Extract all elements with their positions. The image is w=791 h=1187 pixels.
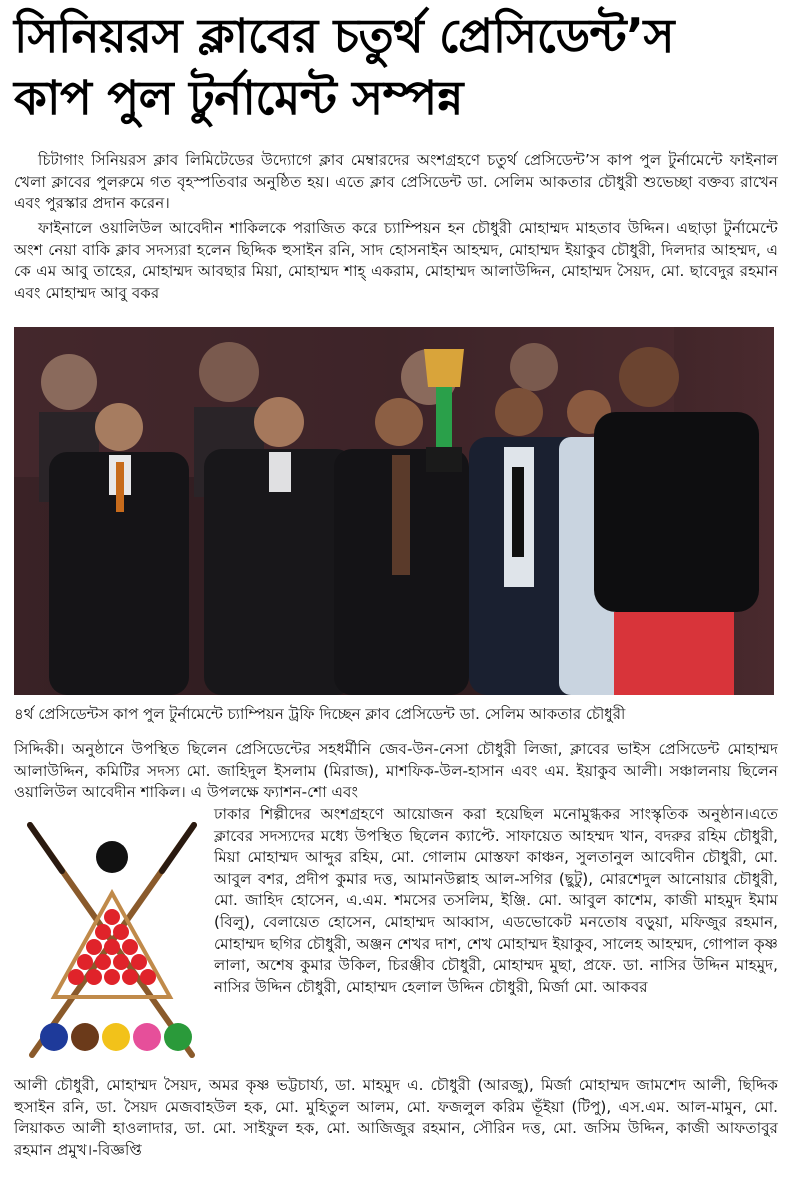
- paragraph-attendees-cont: আলী চৌধুরী, মোহাম্মদ সৈয়দ, অমর কৃষ্ণ ভট্টচার্য্য, ডা. মাহমুদ এ. চৌধুরী (আরজু), মির্জা মোহাম্মদ জামশেদ আলী, ছিদ্দিক হুসাইন রনি, ডা. সৈয়দ মেজবাহউল হক, মো. মুহিতুল আলম, মো. ফজলুল করিম ভূঁইয়া (টিপু), এস.এম. আল-মামুন, মো. লিয়াকত আলী হাওলাদার, ডা. মো. সাইফুল হক, মো. আজিজুর রহমান, সৌরিন দত্ত, মো. জসিম উদ্দিন, কাজী আফতাবুর রহমান প্রমুখ।-বিজ্ঞপ্তি: [14, 1076, 778, 1159]
- pool-rack-icon: [22, 815, 202, 1065]
- paragraph-final: ফাইনালে ওয়ালিউল আবেদীন শাকিলকে পরাজিত করে চ্যাম্পিয়ন হন চৌধুরী মোহাম্মদ মাহতাব উদ্দিন। এছাড়া টুর্নামেন্টে অংশ নেয়া বাকি ক্লাব সদস্যরা হলেন ছিদ্দিক হুসাইন রনি, সাদ হোসনাইন আহম্মদ, মোহাম্মদ ইয়াকুব চৌধুরী, দিলদার আহম্মদ, এ কে এম আবু তাহের, মোহাম্মদ আবছার মিয়া, মোহাম্মদ শাহ্ একরাম, মোহাম্মদ আলাউদ্দিন, মোহাম্মদ সৈয়দ, মো. ছাবেদুর রহমান এবং মোহাম্মদ আবু বকর: [14, 219, 778, 302]
- headline: [14, 6, 779, 130]
- photo-caption: ৪র্থ প্রেসিডেন্টস কাপ পুল টুর্নামেন্টে চ্যাম্পিয়ন ট্রফি দিচ্ছেন ক্লাব প্রেসিডেন্ট ডা. সেলিম আকতার চৌধুরী: [14, 705, 626, 723]
- paragraph-attendees: ঢাকার শিল্পীদের অংশগ্রহণে আয়োজন করা হয়েছিল মনোমুগ্ধকর সাংস্কৃতিক অনুষ্ঠান।এতে ক্লাবের সদস্যদের মধ্যে উপস্থিত ছিলেন ক্যাপ্টে. সাফায়েত আহম্মদ খান, বদরুর রহিম চৌধুরী, মিয়া মোহাম্মদ আব্দুর রহিম, মো. গোলাম মোস্তফা কাঞ্চন, সুলতানুল আবেদীন চৌধুরী, মো. আবুল বশর, প্রদীপ কুমার দত্ত, আমানউল্লাহ আল-সগির (ছুটু), মোরশেদুল আনোয়ার চৌধুরী, মো. জাহিদ হোসেন, এ.এম. শমসের তসলিম, ইঞ্জি. মো. আবুল কাশেম, কাজী মাহমুদ ইমাম (বিলু), বেলায়েত হোসেন, মোহাম্মদ আব্বাস, এডভোকেট মনতোষ বড়ুয়া, মফিজুর রহমান, মোহাম্মদ ছগির চৌধুরী, অঞ্জন শেখর দাশ, শেখ মোহাম্মদ ইয়াকুব, সালেহ আহম্মদ, গোপাল কৃষ্ণ লালা, অশেষ কুমার উকিল, চিরঞ্জীব চৌধুরী, মোহাম্মদ মুছা, প্রফে. ডা. নাসির উদ্দিন মাহমুদ, নাসির উদ্দিন চৌধুরী, মোহাম্মদ হেলাল উদ্দিন চৌধুরী, মির্জা মো. আকবর: [214, 805, 778, 996]
- headline-line-2: কাপ পুল টুর্নামেন্ট সম্পন্ন: [14, 71, 464, 126]
- paragraph-guests: সিদ্দিকী। অনুষ্ঠানে উপস্থিত ছিলেন প্রেসিডেন্টের সহধর্মীনি জেব-উন-নেসা চৌধুরী লিজা, ক্লাবের ভাইস প্রেসিডেন্ট মোহাম্মদ আলাউদ্দিন, কমিটির সদস্য মো. জাহিদুল ইসলাম (মিরাজ), মাশফিক-উল-হাসান এবং এম. ইয়াকুব আলী। সঞ্চালনায় ছিলেন ওয়ালিউল আবেদীন শাকিল। এ উপলক্ষে ফ্যাশন-শো এবং: [14, 740, 778, 801]
- event-photo: [14, 327, 774, 695]
- trophy-presentation-image: [14, 327, 774, 695]
- headline-line-1: সিনিয়রস ক্লাবের চতুর্থ প্রেসিডেন্ট’স: [14, 9, 675, 64]
- paragraph-intro: চিটাগাং সিনিয়রস ক্লাব লিমিটেডের উদ্যোগে ক্লাব মেম্বারদের অংশগ্রহণে চতুর্থ প্রেসিডেন্ট’স কাপ পুল টুর্নামেন্টে ফাইনাল খেলা ক্লাবের পুলরুমে গত বৃহস্পতিবার অনুষ্ঠিত হয়। এতে ক্লাব প্রেসিডেন্ট ডা. সেলিম আকতার চৌধুরী শুভেচ্ছা বক্তব্য রাখেন এবং পুরস্কার প্রদান করেন।: [14, 151, 778, 212]
- billiards-logo: [22, 815, 202, 1065]
